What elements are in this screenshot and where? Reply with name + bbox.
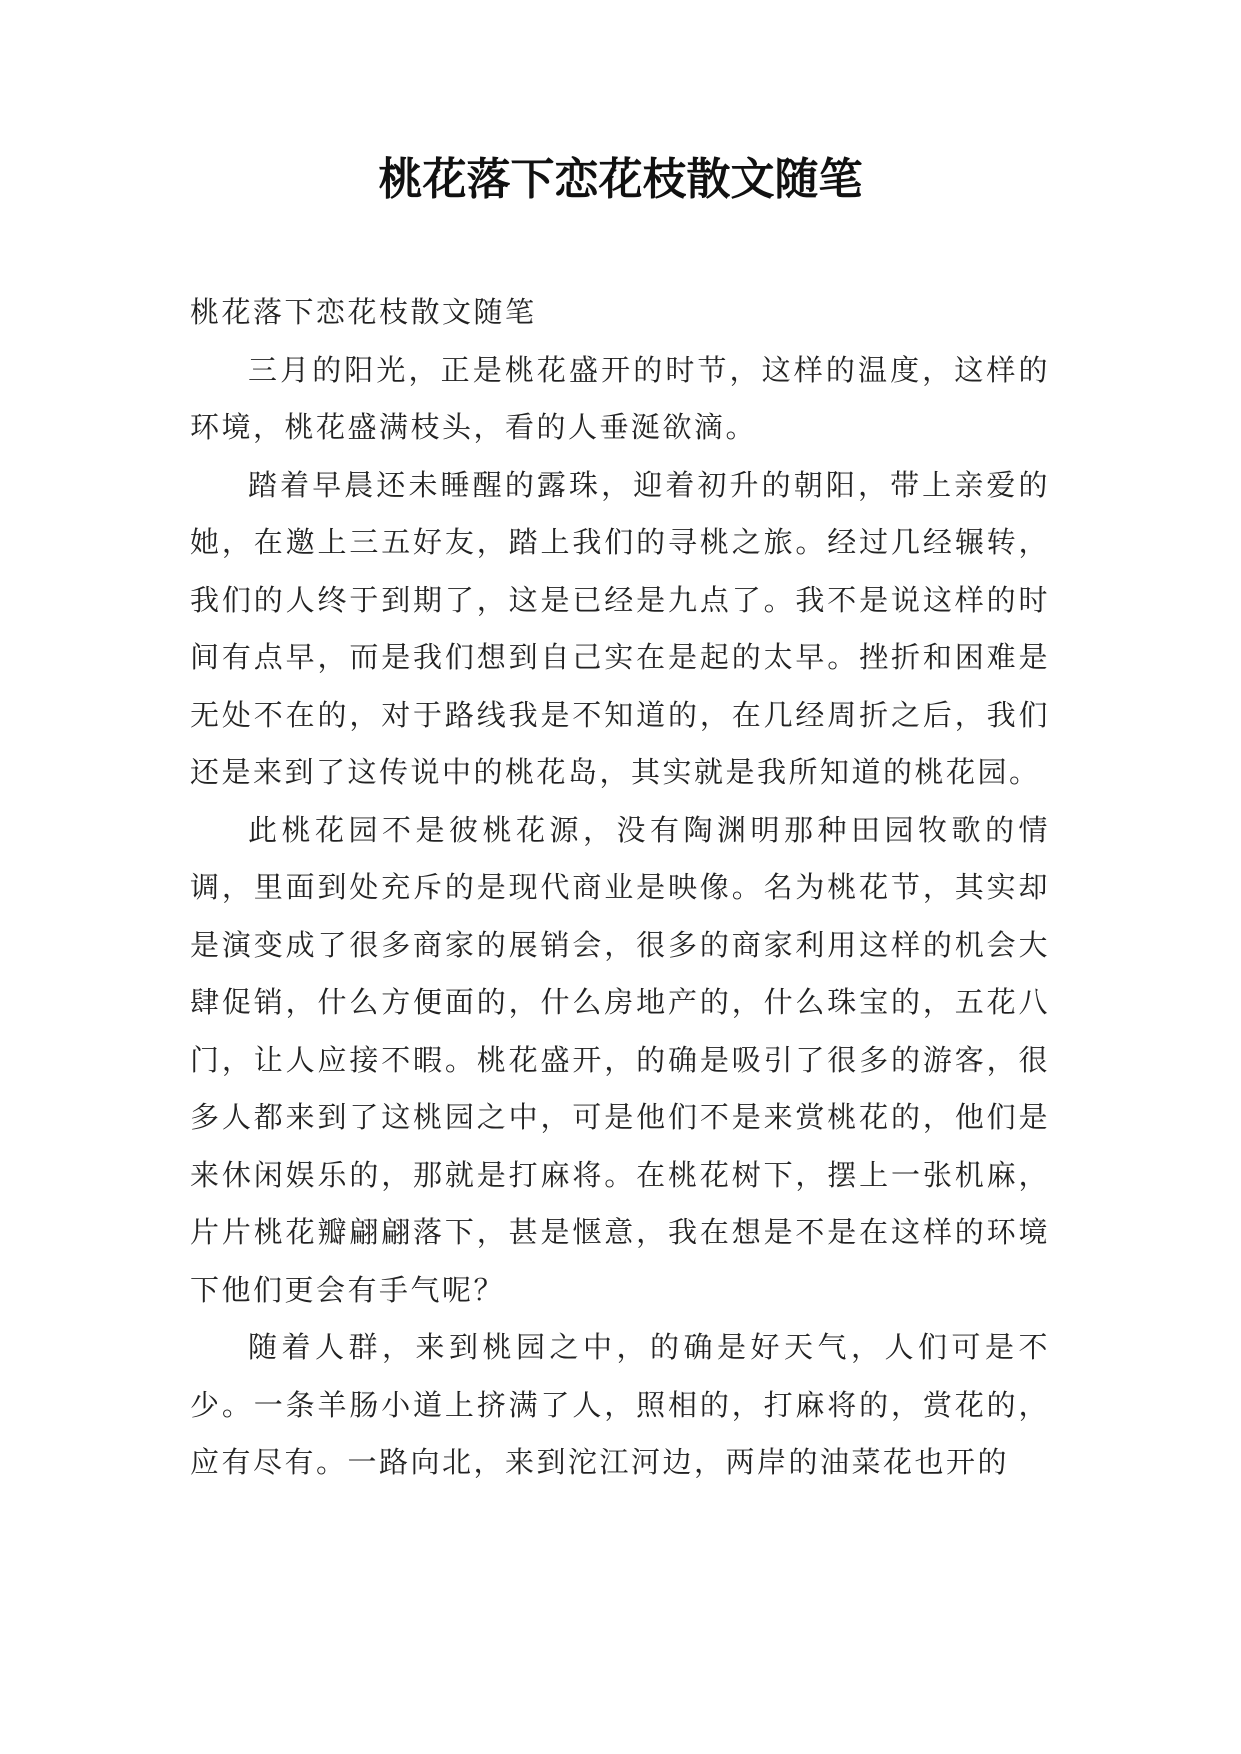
document-title: 桃花落下恋花枝散文随笔 — [378, 154, 863, 205]
paragraph: 此桃花园不是彼桃花源，没有陶渊明那种田园牧歌的情调，里面到处充斥的是现代商业是映像。名为桃花节，其实却是演变成了很多商家的展销会，很多的商家利用这样的机会大肆促销，什么方便面的，什么房地产的，什么珠宝的，五花八门，让人应接不暇。桃花盛开，的确是吸引了很多的游客，很多人都来到了这桃园之中，可是他们不是来赏桃花的，他们是来休闲娱乐的，那就是打麻将。在桃花树下，摆上一张机麻，片片桃花瓣翩翩落下，甚是惬意，我在想是不是在这样的环境下他们更会有手气呢？ — [190, 812, 1050, 1307]
paragraph: 踏着早晨还未睡醒的露珠，迎着初升的朝阳，带上亲爱的她，在邀上三五好友，踏上我们的寻桃之旅。经过几经辗转，我们的人终于到期了，这是已经是九点了。我不是说这样的时间有点早，而是我们想到自己实在是起的太早。挫折和困难是无处不在的，对于路线我是不知道的，在几经周折之后，我们还是来到了这传说中的桃花岛，其实就是我所知道的桃花园。 — [190, 467, 1050, 789]
paragraph: 随着人群，来到桃园之中，的确是好天气，人们可是不少。一条羊肠小道上挤满了人，照相的，打麻将的，赏花的，应有尽有。一路向北，来到沱江河边，两岸的油菜花也开的 — [190, 1330, 1050, 1479]
paragraph: 三月的阳光，正是桃花盛开的时节，这样的温度，这样的环境，桃花盛满枝头，看的人垂涎欲滴。 — [190, 352, 1050, 444]
document-subtitle: 桃花落下恋花枝散文随笔 — [190, 295, 537, 329]
document-body — [190, 284, 1050, 1492]
